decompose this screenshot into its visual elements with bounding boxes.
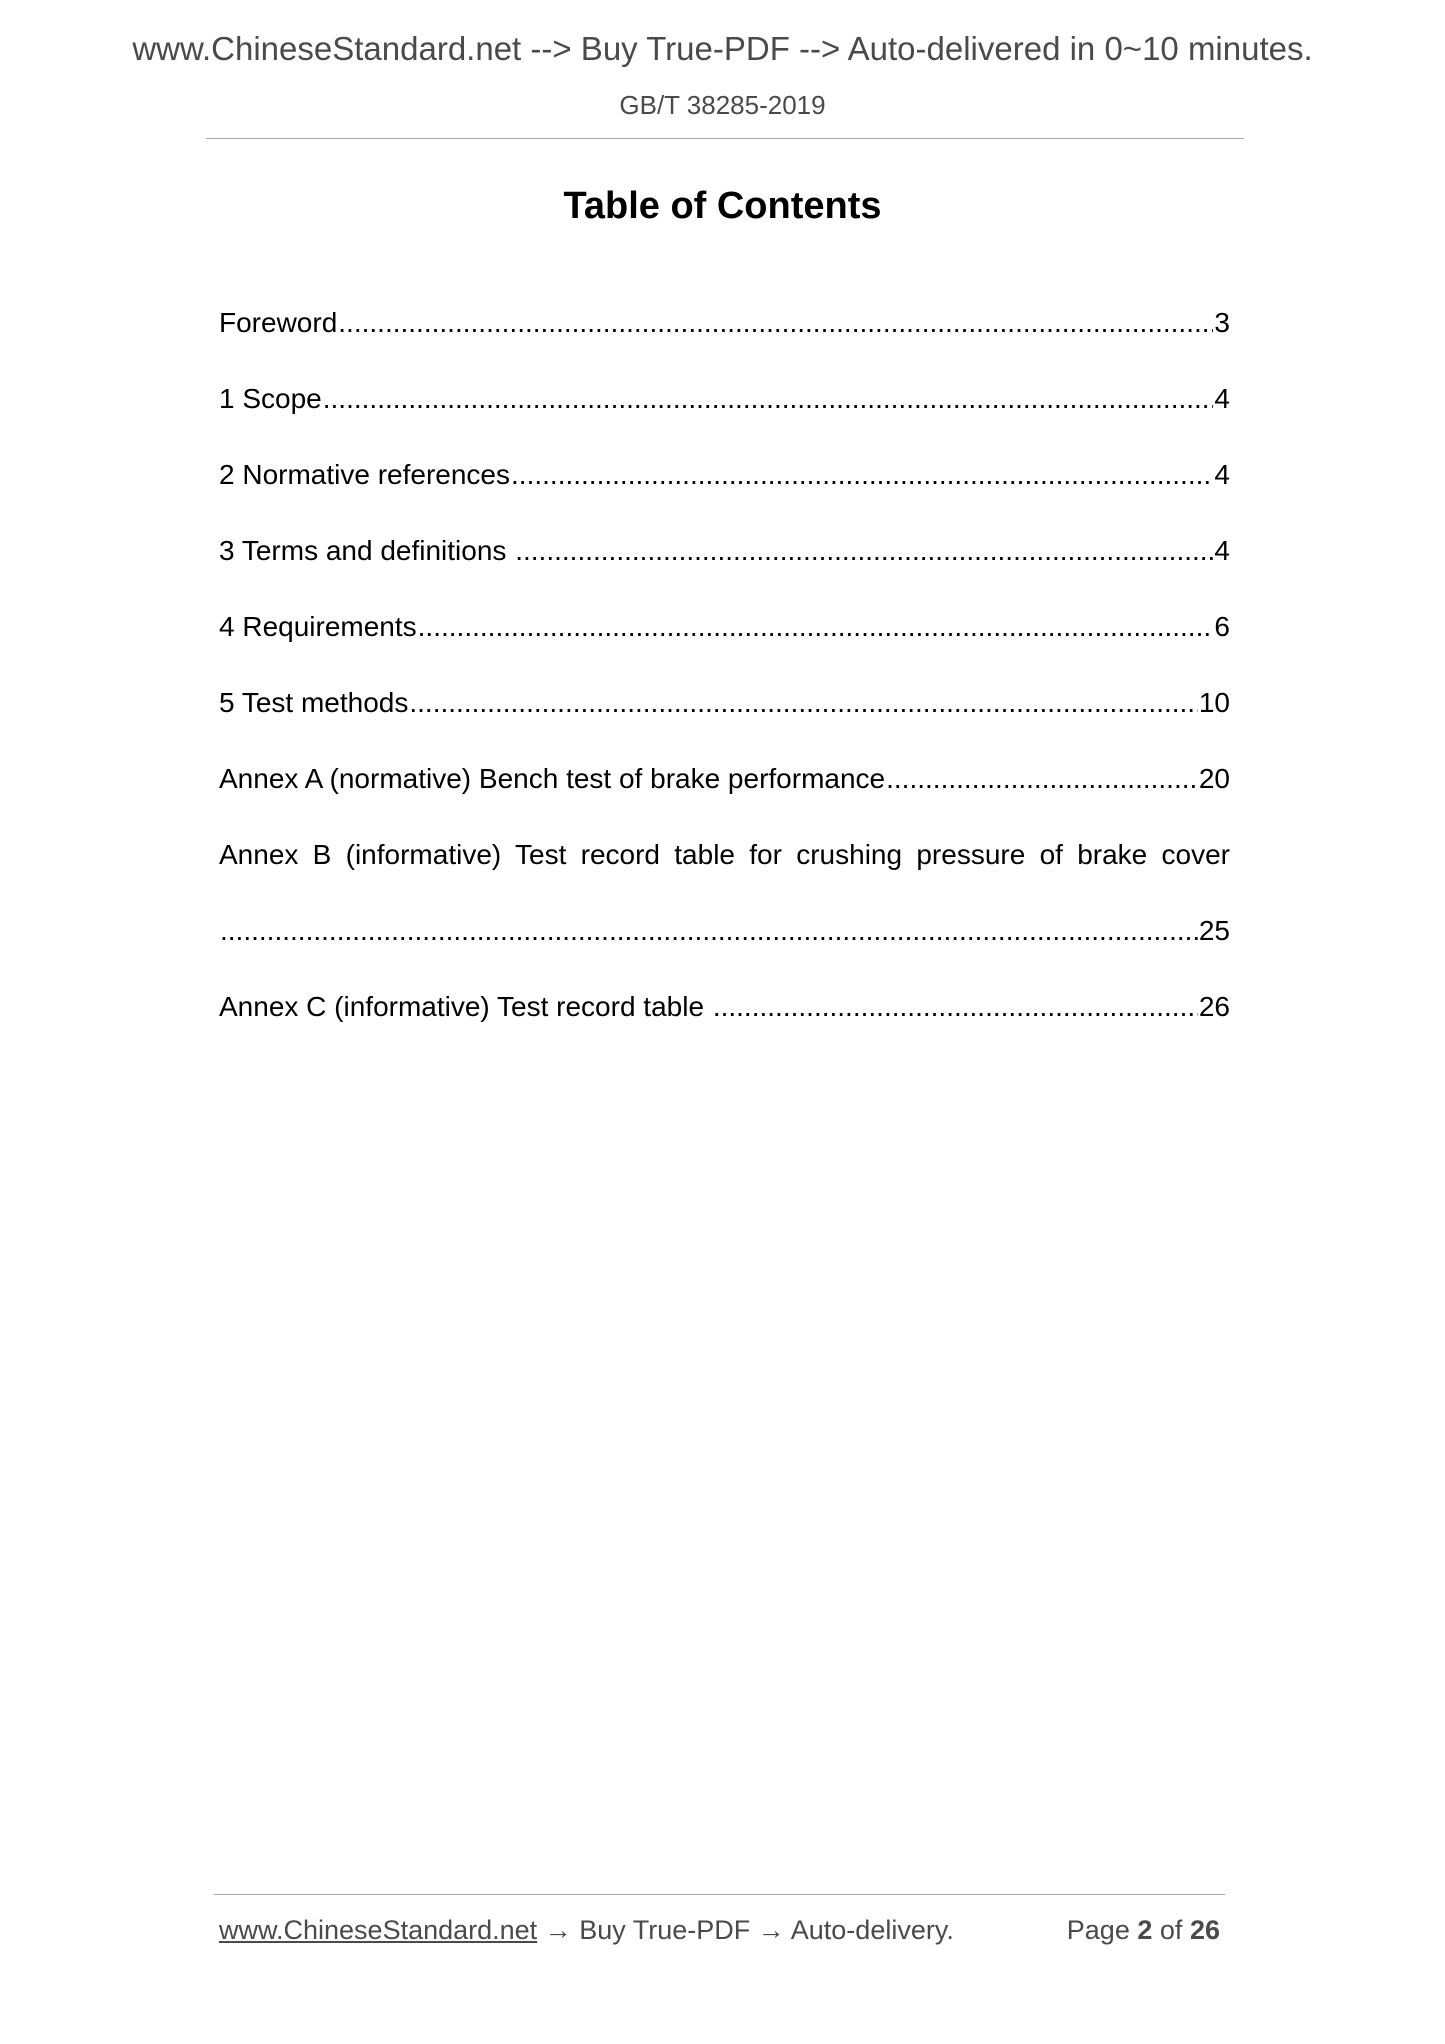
toc-entry-label: Annex A (normative) Bench test of brake performance xyxy=(219,763,886,794)
footer-site-link[interactable]: www.ChineseStandard.net xyxy=(219,1915,538,1945)
toc-entry-scope[interactable] xyxy=(219,379,1230,455)
footer-promo xyxy=(219,1915,954,1946)
toc-entry-page: 25 xyxy=(1198,915,1230,946)
dot-leader xyxy=(409,683,1197,723)
arrow-right-icon: → xyxy=(750,1915,791,1945)
current-page-number: 2 xyxy=(1137,1915,1153,1945)
toc-entry-label: 2 Normative references xyxy=(219,459,511,490)
document-code: GB/T 38285-2019 xyxy=(619,90,826,120)
page-label: Page xyxy=(1066,1915,1130,1945)
toc-entry-label: 5 Test methods xyxy=(219,687,409,718)
toc-entry-page: 4 xyxy=(1214,383,1230,414)
dot-leader xyxy=(323,379,1214,419)
total-page-number: 26 xyxy=(1189,1915,1220,1945)
dot-leader xyxy=(713,987,1198,1027)
toc-entry-label: Foreword xyxy=(219,307,338,338)
header-divider xyxy=(206,138,1244,139)
dot-leader xyxy=(886,759,1198,799)
toc-entry-page: 4 xyxy=(1214,459,1230,490)
toc-entry-test-methods[interactable] xyxy=(219,683,1230,759)
toc-entry-page: 26 xyxy=(1198,991,1230,1022)
page-indicator xyxy=(1067,1915,1220,1946)
footer-divider xyxy=(214,1894,1225,1895)
footer-buy-text: Buy True-PDF xyxy=(579,1915,751,1945)
toc-entry-page: 3 xyxy=(1214,307,1230,338)
toc-entry-foreword[interactable] xyxy=(219,303,1230,379)
toc-entry-label: 3 Terms and definitions xyxy=(219,535,515,566)
of-label: of xyxy=(1159,1915,1183,1945)
dot-leader xyxy=(418,607,1214,647)
top-banner: www.ChineseStandard.net --> Buy True-PDF --> Auto-delivered in 0~10 minutes. xyxy=(132,30,1313,67)
dot-leader xyxy=(511,455,1213,495)
toc-entry-annex-c[interactable] xyxy=(219,987,1230,1063)
table-of-contents xyxy=(219,303,1230,1063)
footer-delivery-text: Auto-delivery. xyxy=(790,1915,954,1945)
dot-leader xyxy=(338,303,1213,343)
toc-entry-annex-b[interactable] xyxy=(219,835,1230,987)
toc-entry-label: 1 Scope xyxy=(219,383,322,414)
toc-entry-label: Annex C (informative) Test record table xyxy=(219,991,712,1022)
toc-entry-page: 20 xyxy=(1198,763,1230,794)
toc-entry-continuation xyxy=(219,911,1230,987)
toc-entry-annex-a[interactable] xyxy=(219,759,1230,835)
toc-entry-label: 4 Requirements xyxy=(219,611,417,642)
toc-entry-page: 10 xyxy=(1198,687,1230,718)
page-title: Table of Contents xyxy=(563,185,882,227)
arrow-right-icon: → xyxy=(537,1915,580,1945)
toc-entry-requirements[interactable] xyxy=(219,607,1230,683)
dot-leader xyxy=(220,911,1198,951)
toc-entry-terms-definitions[interactable] xyxy=(219,531,1230,607)
toc-entry-label: Annex B (informative) Test record table for crushing pressure of brake cover xyxy=(219,839,1230,870)
dot-leader xyxy=(515,531,1213,571)
toc-entry-normative-references[interactable] xyxy=(219,455,1230,531)
toc-entry-page: 6 xyxy=(1214,611,1230,642)
toc-entry-page: 4 xyxy=(1214,535,1230,566)
